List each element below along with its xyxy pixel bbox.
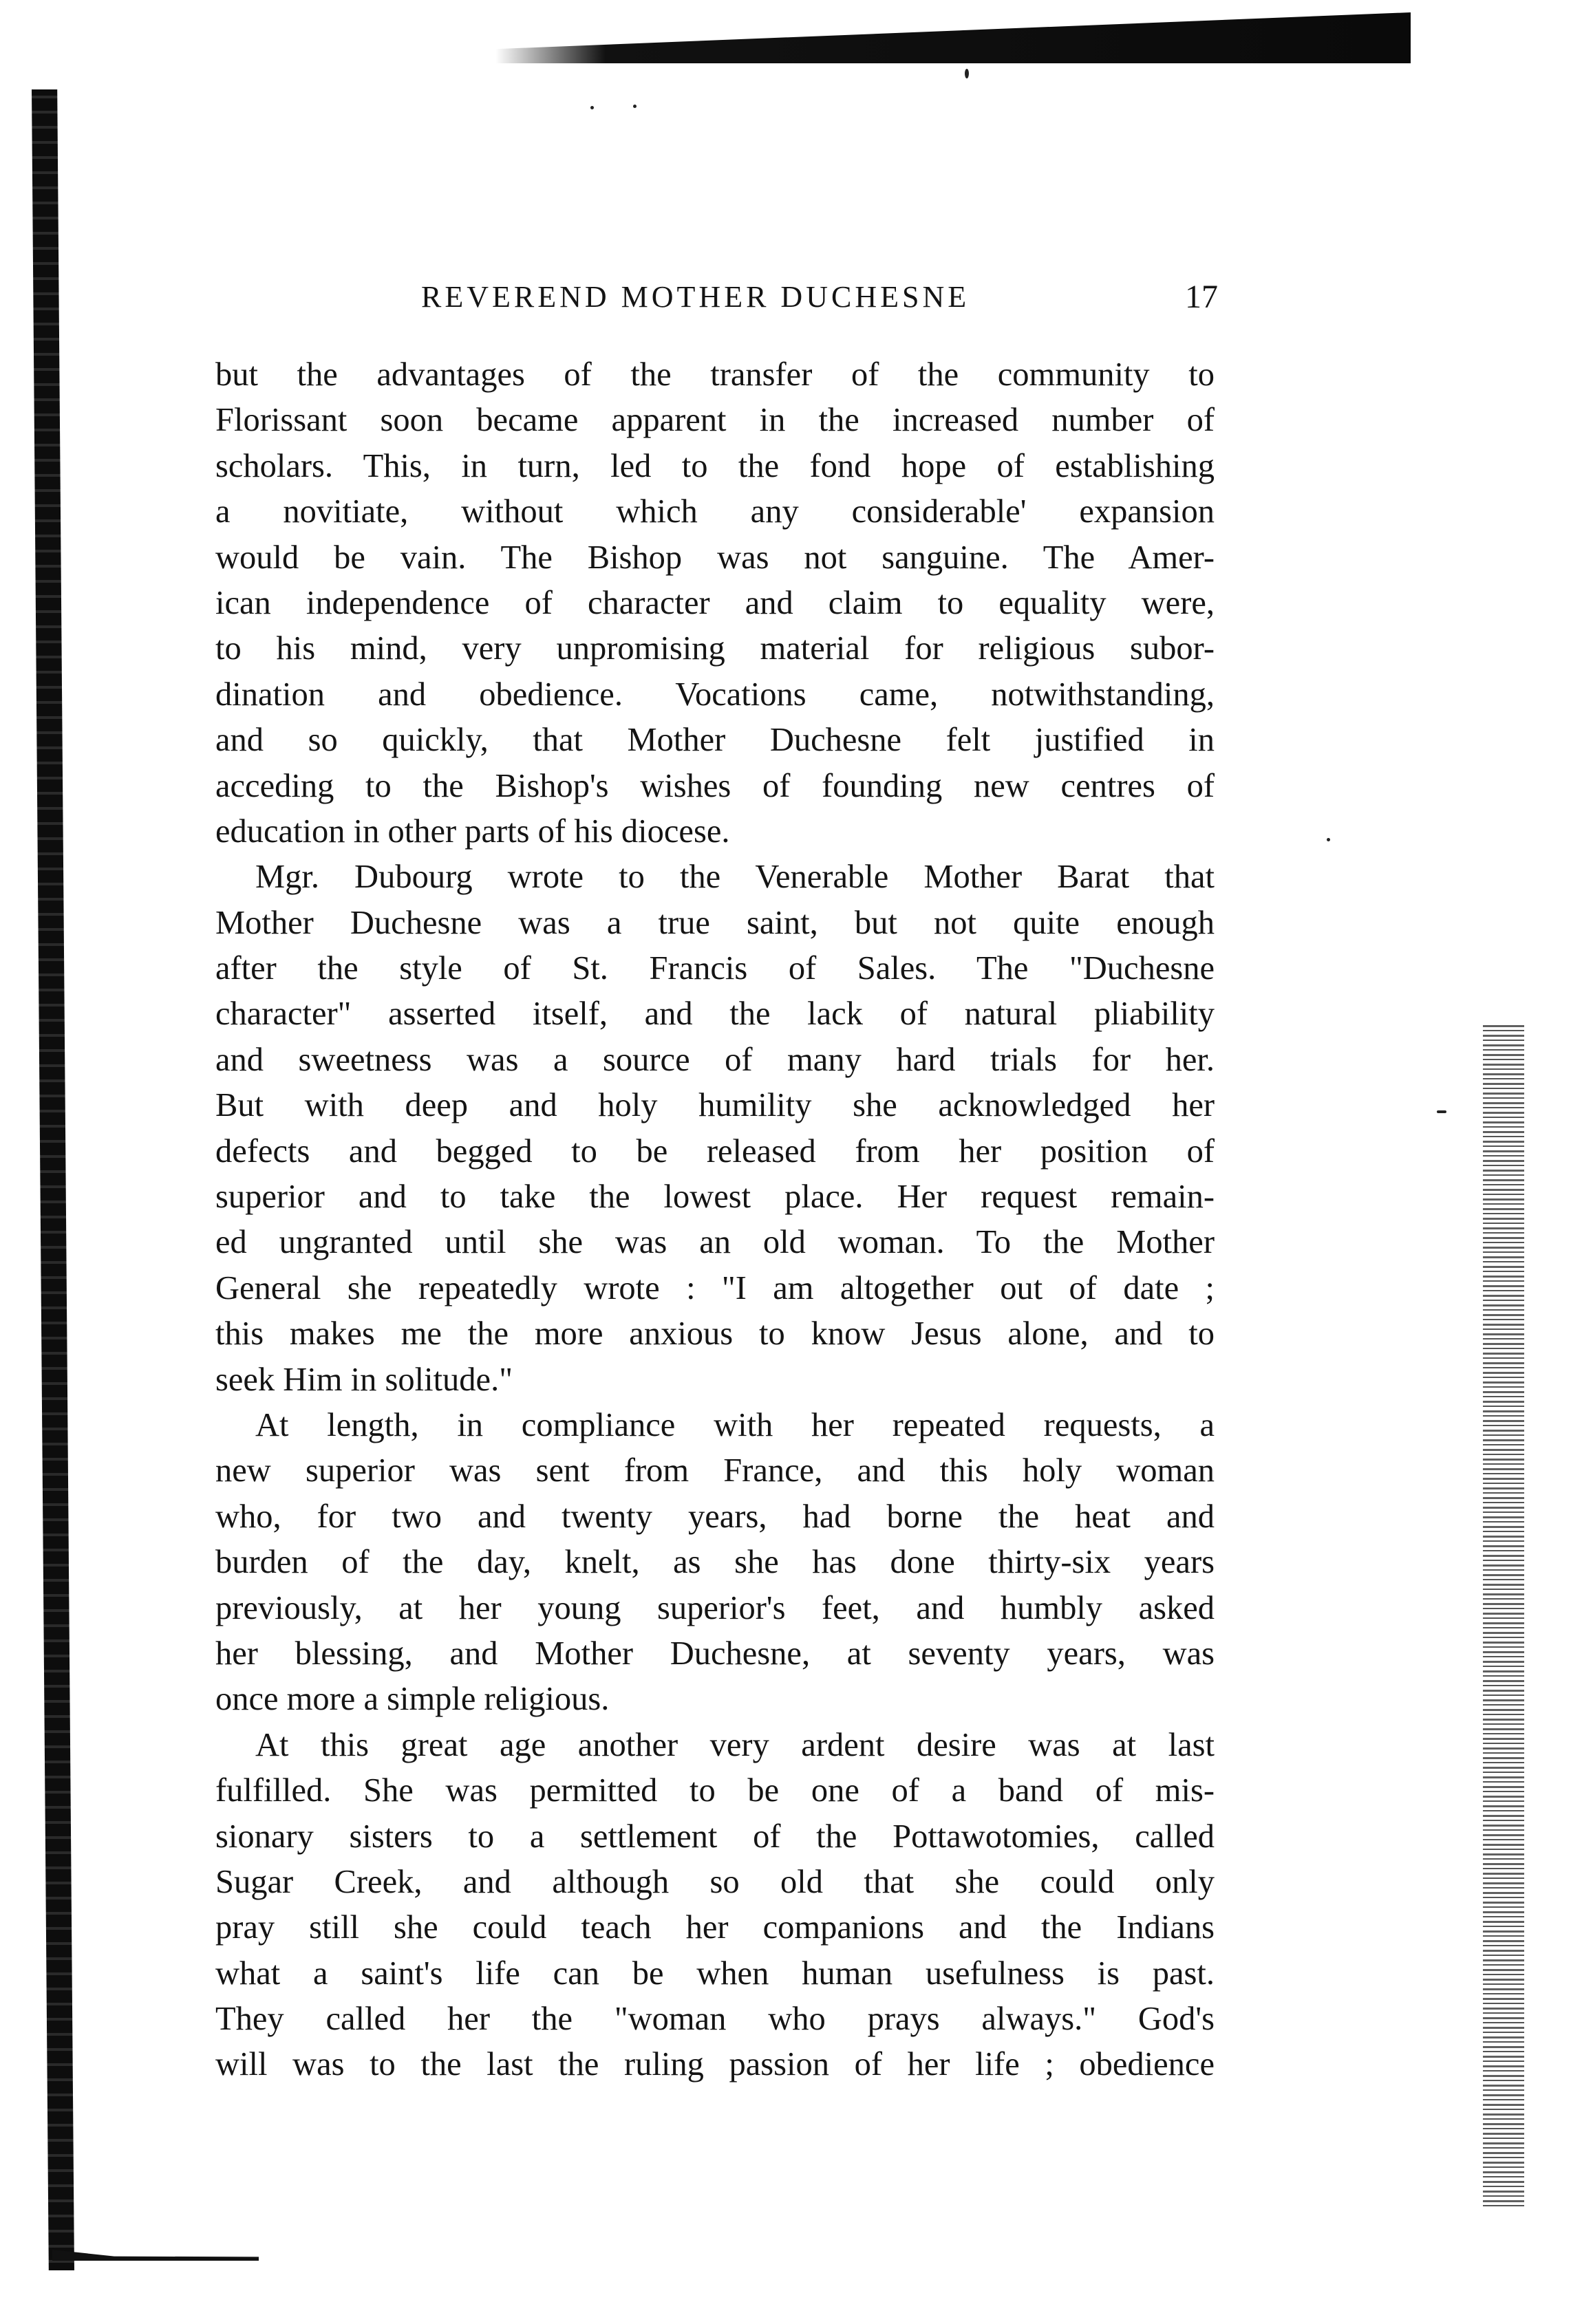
- text-line: But with deep and holy humility she acknowledged her: [215, 1087, 1215, 1124]
- text-line: and so quickly, that Mother Duchesne felt justified in: [215, 722, 1215, 759]
- text-line: Florissant soon became apparent in the increased number of: [215, 402, 1215, 439]
- text-line: At length, in compliance with her repeated requests, a: [255, 1406, 1215, 1443]
- scan-left-edge-shadow: [32, 89, 74, 2270]
- text-line: Mgr. Dubourg wrote to the Venerable Mother Barat that: [255, 859, 1215, 896]
- text-line: once more a simple religious.: [215, 1681, 610, 1718]
- text-line: sionary sisters to a settlement of the Pottawotomies, called: [215, 1818, 1215, 1855]
- scan-speck: [1437, 1110, 1446, 1113]
- body-text: [215, 352, 1215, 2088]
- text-line: ed ungranted until she was an old woman. To the Mother: [215, 1224, 1215, 1261]
- text-line: would be vain. The Bishop was not sanguine. The Amer-: [215, 539, 1215, 576]
- text-line: but the advantages of the transfer of the community to: [215, 356, 1215, 393]
- text-line: At this great age another very ardent desire was at last: [255, 1726, 1215, 1763]
- text-line: scholars. This, in turn, led to the fond hope of establishing: [215, 447, 1215, 484]
- running-header: [213, 277, 1218, 318]
- text-line: ican independence of character and claim to equality were,: [215, 584, 1215, 621]
- scan-bottom-left-shadow: [52, 2250, 259, 2261]
- text-line: defects and begged to be released from her position of: [215, 1132, 1215, 1170]
- text-line: General she repeatedly wrote : "I am altogether out of date ;: [215, 1269, 1215, 1306]
- text-line: Mother Duchesne was a true saint, but not quite enough: [215, 904, 1215, 941]
- text-line: acceding to the Bishop's wishes of founding new centres of: [215, 767, 1215, 804]
- text-line: seek Him in solitude.": [215, 1361, 513, 1398]
- scan-right-edge-shadow: [1483, 1025, 1524, 2208]
- scan-speck: [1327, 838, 1330, 841]
- text-line: a novitiate, without which any considerable' expansion: [215, 493, 1215, 530]
- text-line: after the style of St. Francis of Sales. The "Duchesne: [215, 950, 1215, 987]
- text-line: what a saint's life can be when human usefulness is past.: [215, 1955, 1215, 1992]
- running-title: REVEREND MOTHER DUCHESNE: [421, 280, 970, 314]
- text-line: this makes me the more anxious to know Jesus alone, and to: [215, 1315, 1215, 1353]
- scan-speck: [590, 106, 594, 109]
- text-line: to his mind, very unpromising material for religious subor-: [215, 630, 1215, 667]
- text-line: previously, at her young superior's feet, and humbly asked: [215, 1589, 1215, 1626]
- text-line: dination and obedience. Vocations came, notwithstanding,: [215, 676, 1215, 713]
- page-number: 17: [1185, 279, 1218, 315]
- scan-speck: [965, 69, 969, 78]
- scan-speck: [633, 105, 637, 108]
- text-line: burden of the day, knelt, as she has done thirty-six years: [215, 1544, 1215, 1581]
- scan-top-edge-shadow: [495, 12, 1411, 63]
- text-line: superior and to take the lowest place. Her request remain-: [215, 1179, 1215, 1216]
- text-line: fulfilled. She was permitted to be one of a band of mis-: [215, 1772, 1215, 1809]
- text-line: who, for two and twenty years, had borne the heat and: [215, 1498, 1215, 1535]
- text-line: Sugar Creek, and although so old that she could only: [215, 1863, 1215, 1900]
- text-line: new superior was sent from France, and this holy woman: [215, 1452, 1215, 1489]
- text-line: education in other parts of his diocese.: [215, 813, 730, 850]
- text-line: character" asserted itself, and the lack of natural pliability: [215, 996, 1215, 1033]
- text-line: will was to the last the ruling passion of her life ; obedience: [215, 2046, 1215, 2083]
- text-line: They called her the "woman who prays always." God's: [215, 2001, 1215, 2038]
- text-line: pray still she could teach her companions and the Indians: [215, 1909, 1215, 1946]
- text-line: and sweetness was a source of many hard trials for her.: [215, 1041, 1215, 1078]
- text-line: her blessing, and Mother Duchesne, at seventy years, was: [215, 1635, 1215, 1672]
